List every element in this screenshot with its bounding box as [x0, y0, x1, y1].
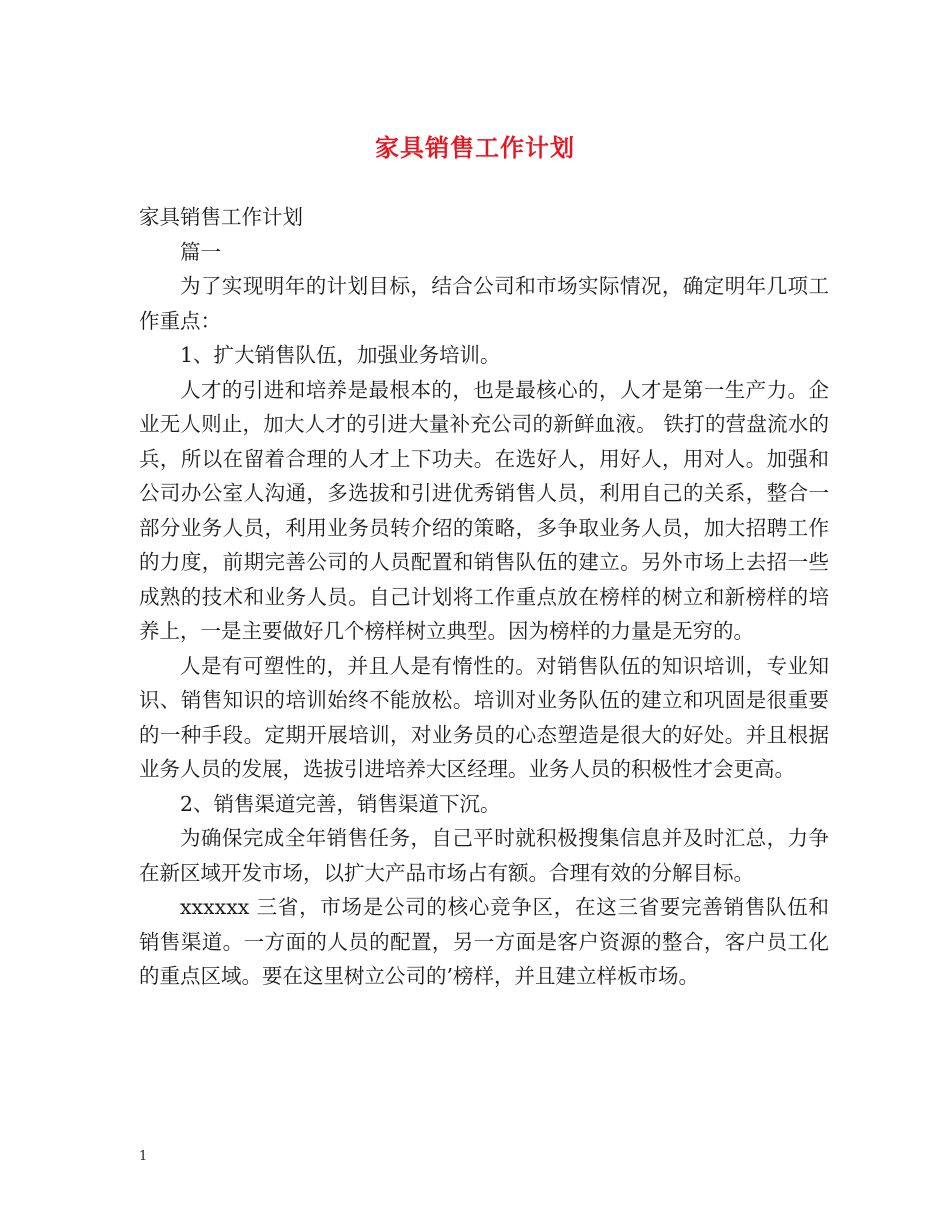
paragraph-section-label: 篇一	[180, 239, 221, 264]
page-number: 1	[139, 1149, 148, 1164]
paragraph-training: 人是有可塑性的，并且人是有惰性的。对销售队伍的知识培训，专业知识、销售知识的培训始终不能放松。培训对业务队伍的建立和巩固是很重要的一种手段。定期开展培训，对业务员的心态塑造是很大的好处。并且根据业务人员的发展，选拔引进培养大区经理。业务人员的积极性才会更高。	[139, 653, 829, 781]
document-body	[139, 200, 829, 994]
paragraph-talent: 人才的引进和培养是最根本的，也是最核心的，人才是第一生产力。企业无人则止，加大人才的引进大量补充公司的新鲜血液。 铁打的营盘流水的兵，所以在留着合理的人才上下功夫。在选好人，用好人，用对人。加强和公司办公室人沟通，多选拔和引进优秀销售人员，利用自己的关系，整合一部分业务人员，利用业务员转介绍的策略，多争取业务人员，加大招聘工作的力度，前期完善公司的人员配置和销售队伍的建立。另外市场上去招一些成熟的技术和业务人员。自己计划将工作重点放在榜样的树立和新榜样的培养上，一是主要做好几个榜样树立典型。因为榜样的力量是无穷的。	[139, 377, 829, 643]
paragraph-point-2-heading: 2、销售渠道完善，销售渠道下沉。	[180, 791, 501, 816]
document-title: 家具销售工作计划	[375, 133, 575, 162]
paragraph-intro: 为了实现明年的计划目标，结合公司和市场实际情况，确定明年几项工作重点：	[139, 274, 829, 333]
paragraph-provinces: xxxxxx 三省，市场是公司的核心竞争区，在这三省要完善销售队伍和销售渠道。一方面的人员的配置，另一方面是客户资源的整合，客户员工化的重点区域。要在这里树立公司的’榜样，并且建立样板市场。	[139, 895, 829, 988]
paragraph-sales-target: 为确保完成全年销售任务，自己平时就积极搜集信息并及时汇总，力争在新区域开发市场，以扩大产品市场占有额。合理有效的分解目标。	[139, 826, 829, 885]
paragraph-heading: 家具销售工作计划	[139, 205, 303, 229]
paragraph-point-1-heading: 1、扩大销售队伍，加强业务培训。	[180, 343, 501, 367]
